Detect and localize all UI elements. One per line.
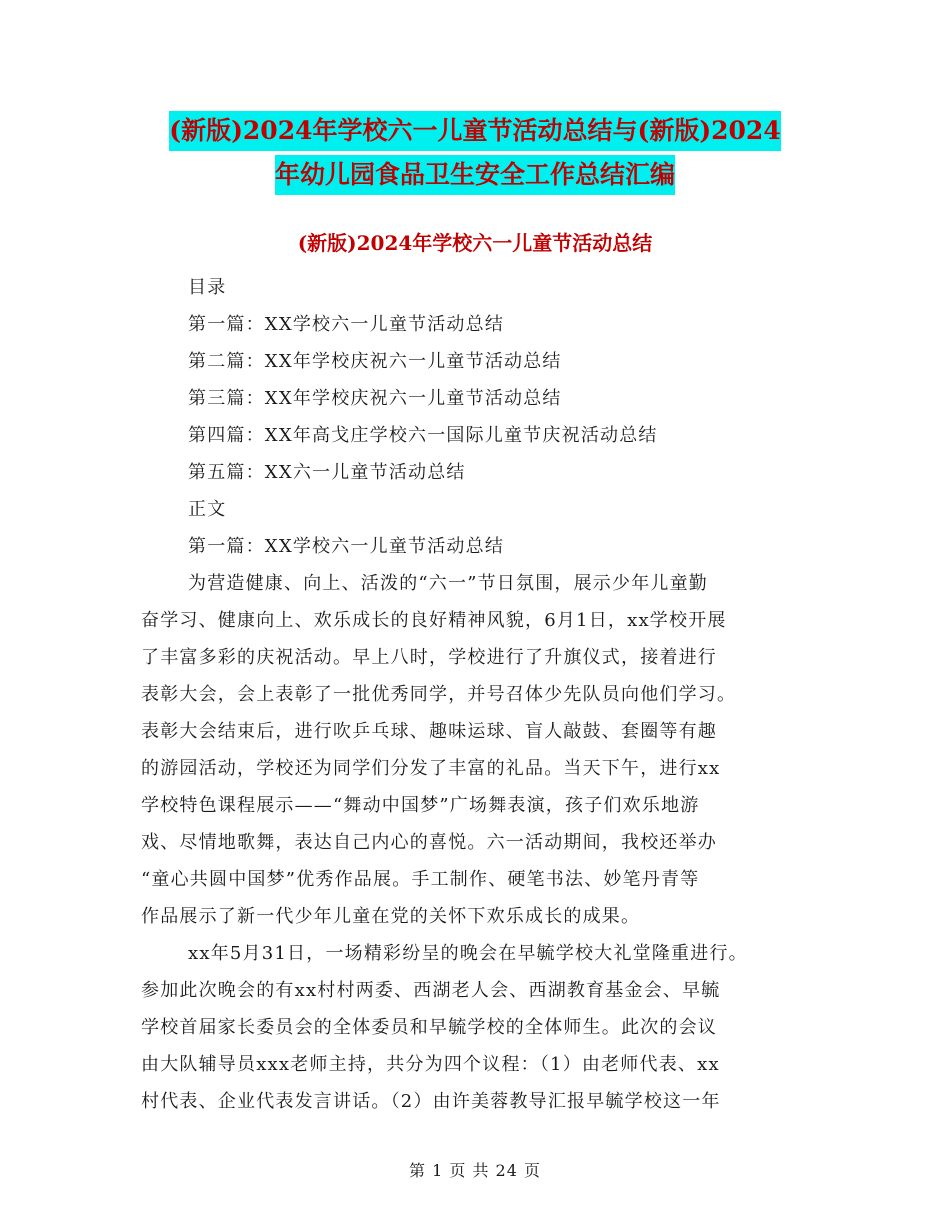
paragraph-line: “童心共圆中国梦”优秀作品展。手工制作、硬笔书法、妙笔丹青等 (141, 869, 700, 890)
paragraph-line: 表彰大会，会上表彰了一批优秀同学，并号召体少先队员向他们学习。 (141, 684, 737, 705)
paragraph-line: 作品展示了新一代少年儿童在党的关怀下欢乐成长的成果。 (141, 906, 641, 927)
paragraph-line: 奋学习、健康向上、欢乐成长的良好精神风貌，6月1日，xx学校开展 (141, 610, 727, 631)
paragraph-line: 戏、尽情地歌舞，表达自己内心的喜悦。六一活动期间，我校还举办 (141, 832, 717, 853)
paragraph-line: 参加此次晚会的有xx村村两委、西湖老人会、西湖教育基金会、早毓 (141, 980, 721, 1001)
main-title-line-1 (150, 118, 800, 143)
section-title: 第一篇：XX学校六一儿童节活动总结 (188, 536, 505, 557)
paragraph-line: 的游园活动，学校还为同学们分发了丰富的礼品。当天下午，进行xx (141, 758, 721, 779)
toc-item: 第二篇：XX年学校庆祝六一儿童节活动总结 (188, 351, 562, 372)
paragraph-line: 学校特色课程展示——“舞动中国梦”广场舞表演，孩子们欢乐地游 (141, 795, 700, 816)
toc-item: 第四篇：XX年高戈庄学校六一国际儿童节庆祝活动总结 (188, 425, 658, 446)
toc-item: 第三篇：XX年学校庆祝六一儿童节活动总结 (188, 388, 562, 409)
main-title-highlight-2: 年幼儿园食品卫生安全工作总结汇编 (275, 155, 675, 195)
paragraph-line: 表彰大会结束后，进行吹乒乓球、趣味运球、盲人敲鼓、套圈等有趣 (141, 721, 717, 742)
paragraph-line: xx年5月31日，一场精彩纷呈的晚会在早毓学校大礼堂隆重进行。 (188, 943, 748, 964)
body-heading: 正文 (188, 499, 227, 520)
paragraph-line: 村代表、企业代表发言讲话。（2）由许美蓉教导汇报早毓学校这一年 (141, 1091, 721, 1112)
paragraph-line: 为营造健康、向上、活泼的“六一”节日氛围，展示少年儿童勤 (188, 573, 709, 594)
paragraph-line: 学校首届家长委员会的全体委员和早毓学校的全体师生。此次的会议 (141, 1017, 717, 1038)
toc-heading: 目录 (188, 277, 227, 298)
page-footer: 第 1 页 共 24 页 (409, 1161, 541, 1180)
paragraph-line: 由大队辅导员xxx老师主持，共分为四个议程：（1）由老师代表、xx (141, 1054, 720, 1075)
toc-item: 第一篇：XX学校六一儿童节活动总结 (188, 314, 505, 335)
main-title-line-2 (150, 162, 800, 187)
toc-item: 第五篇：XX六一儿童节活动总结 (188, 462, 466, 483)
paragraph-line: 了丰富多彩的庆祝活动。早上八时，学校进行了升旗仪式，接着进行 (141, 647, 717, 668)
main-title-highlight-1: (新版)2024年学校六一儿童节活动总结与(新版)2024 (169, 111, 780, 151)
section-subtitle: (新版)2024年学校六一儿童节活动总结 (297, 231, 653, 255)
